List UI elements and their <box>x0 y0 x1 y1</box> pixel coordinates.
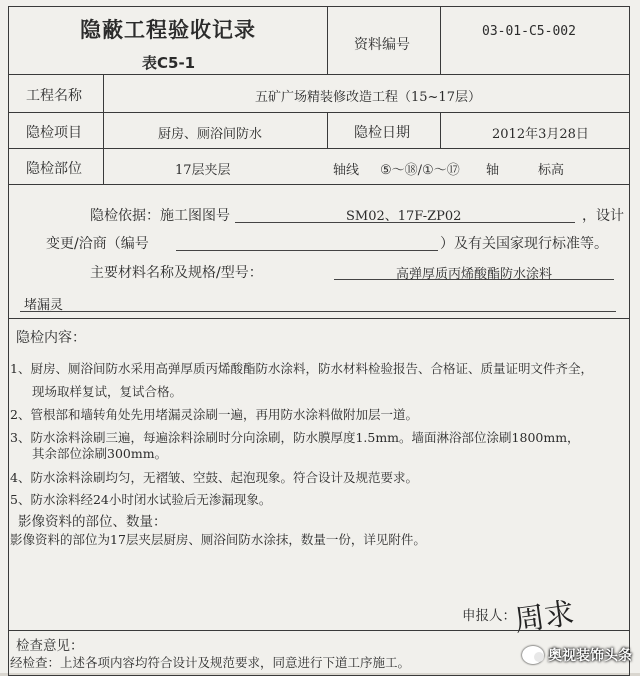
inspection-date-label: 隐检日期 <box>354 125 410 141</box>
content-item-5: 5、防水涂料经24小时闭水试验后无渗漏现象。 <box>10 492 272 507</box>
row-line-3 <box>8 184 630 185</box>
label-column-divider <box>103 74 104 184</box>
row-line-1 <box>8 112 630 113</box>
inspection-date-value: 2012年3月28日 <box>492 127 589 142</box>
change-underline <box>176 250 438 251</box>
watermark <box>522 645 632 665</box>
check-text: 经检查：上述各项内容均符合设计及规范要求，同意进行下道工序施工。 <box>10 655 411 670</box>
project-name-value: 五矿广场精装修改造工程（15~17层） <box>255 90 481 105</box>
image-heading: 影像资料的部位、数量： <box>18 514 167 530</box>
header-bottom-line <box>8 74 630 75</box>
axis-value: ⑤～⑱/①～⑰ <box>380 163 460 178</box>
row-line-2 <box>8 148 630 149</box>
doc-no-label: 资料编号 <box>354 37 410 53</box>
extra-material: 堵漏灵 <box>24 298 64 313</box>
content-item-4: 4、防水涂料涂刷均匀，无褶皱、空鼓、起泡现象。符合设计及规范要求。 <box>10 470 418 485</box>
watermark-text: 奥视装饰头条 <box>548 648 632 664</box>
reporter-signature: 周求 <box>512 595 577 639</box>
elevation-label: 标高 <box>538 163 565 178</box>
wechat-icon <box>522 646 544 664</box>
date-divider-1 <box>327 112 328 148</box>
content-item-1: 1、厨房、厕浴间防水采用高弹厚质丙烯酸酯防水涂料，防水材料检验报告、合格证、质量证明文件齐全， <box>10 361 593 376</box>
content-item-2: 2、管根部和墙转角处先用堵漏灵涂刷一遍，再用防水涂料做附加层一道。 <box>10 407 418 422</box>
change-label: 变更/洽商（编号 <box>46 236 149 252</box>
inspection-location-label: 隐检部位 <box>26 161 82 177</box>
date-divider-2 <box>440 112 441 148</box>
basis-value: SM02、17F-ZP02 <box>346 209 462 224</box>
row-line-5 <box>8 630 630 631</box>
row-line-4 <box>8 318 630 319</box>
form-title: 隐蔽工程验收记录 <box>80 17 256 42</box>
check-heading: 检查意见： <box>16 638 84 654</box>
inspection-item-value: 厨房、厕浴间防水 <box>158 127 263 142</box>
change-suffix: ）及有关国家现行标准等。 <box>440 236 608 252</box>
form-frame <box>8 6 630 676</box>
content-item-3: 3、防水涂料涂刷三遍，每遍涂料涂刷时分向涂刷，防水膜厚度1.5mm。墙面淋浴部位涂刷1800mm， <box>10 430 580 445</box>
axis-label: 轴线 <box>333 163 360 178</box>
header-divider-1 <box>327 6 328 74</box>
material-label: 主要材料名称及规格/型号： <box>90 265 263 281</box>
content-heading: 隐检内容： <box>16 330 86 346</box>
header-divider-2 <box>440 6 441 74</box>
project-name-label: 工程名称 <box>26 88 82 104</box>
doc-no-value: 03-01-C5-002 <box>482 24 576 39</box>
image-text: 影像资料的部位为17层夹层厨房、厕浴间防水涂抹，数量一份，详见附件。 <box>10 532 426 547</box>
content-item-3-cont: 其余部位涂刷300mm。 <box>32 446 168 461</box>
basis-label: 隐检依据：施工图图号 <box>90 208 230 224</box>
inspection-item-label: 隐检项目 <box>26 125 82 141</box>
reporter-label: 申报人： <box>462 608 516 624</box>
content-item-1-cont: 现场取样复试，复试合格。 <box>32 384 183 399</box>
inspection-location-value: 17层夹层 <box>175 163 231 178</box>
axis-suffix: 轴 <box>486 163 500 178</box>
extra-material-underline <box>20 311 616 312</box>
material-value: 高弹厚质丙烯酸酯防水涂料 <box>396 267 553 282</box>
form-code: 表C5-1 <box>142 54 196 72</box>
basis-suffix: ，设计 <box>582 208 624 224</box>
